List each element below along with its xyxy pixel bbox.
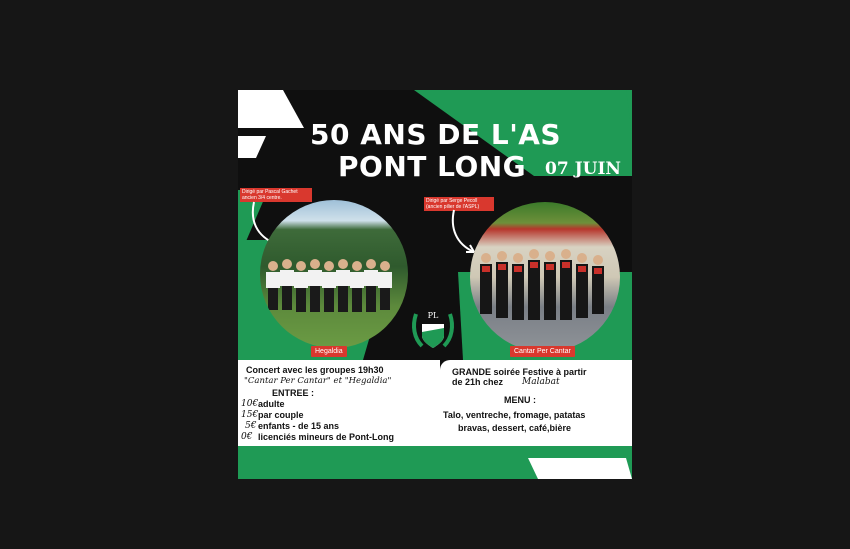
soiree-line2: de 21h chez <box>452 377 504 387</box>
cantar-per-cantar-label: Cantar Per Cantar <box>510 346 575 357</box>
menu-line1: Talo, ventreche, fromage, patatas <box>443 410 586 420</box>
right-director-note: Dirigé par Serge Pecoll (ancien pilier de l'ASPL) <box>424 197 494 211</box>
cantar-per-cantar-group-photo <box>470 202 620 352</box>
price-adult: 10€ <box>241 399 259 409</box>
concert-line2: "Cantar Per Cantar" et "Hegaldia" <box>244 376 392 386</box>
hegaldia-group-photo <box>260 200 408 348</box>
hegaldia-label: Hegaldia <box>311 346 347 357</box>
choir-members-right <box>470 202 620 352</box>
price-couple: 15€ <box>241 410 259 420</box>
logo-text: PL <box>427 311 439 320</box>
soiree-line1: GRANDE soirée Festive à partir <box>452 367 587 377</box>
choir-members-left <box>260 200 408 348</box>
event-poster <box>238 90 632 479</box>
left-director-note: Dirigé par Pascal Gachet ancien 3/4 centre. <box>240 188 312 202</box>
soiree-place: Malabat <box>522 377 560 387</box>
price-children-label: enfants - de 15 ans <box>258 421 340 431</box>
club-logo-icon <box>408 302 458 352</box>
price-adult-label: adulte <box>258 399 285 409</box>
menu-line2: bravas, dessert, café,bière <box>458 423 572 433</box>
concert-line1: Concert avec les groupes 19h30 <box>246 365 384 375</box>
menu-heading: MENU : <box>504 395 536 405</box>
poster-title-line2: PONT LONG <box>338 150 527 183</box>
price-licensed: 0€ <box>241 432 253 442</box>
entry-heading: ENTREE : <box>272 388 315 398</box>
price-couple-label: par couple <box>258 410 304 420</box>
price-licensed-label: licenciés mineurs de Pont-Long <box>258 432 395 442</box>
price-children: 5€ <box>245 421 257 431</box>
poster-title-line1: 50 ANS DE L'AS <box>310 118 562 151</box>
event-date: 07 JUIN <box>545 159 621 179</box>
